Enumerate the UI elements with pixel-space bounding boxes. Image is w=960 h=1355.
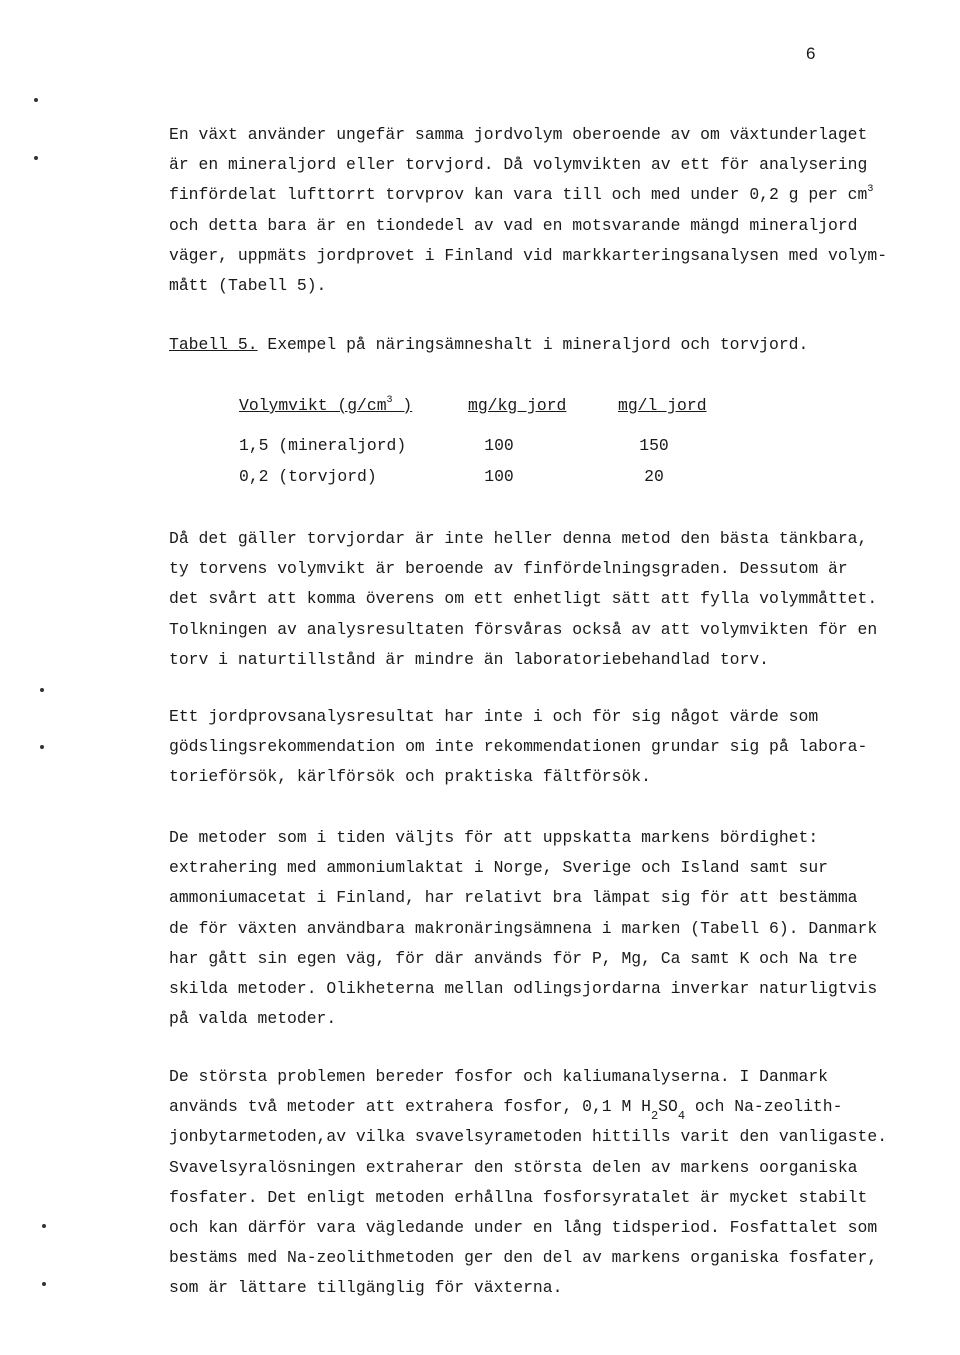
text-line: och kan därför vara vägledande under en lång tidsperiod. Fosfattalet som (169, 1217, 878, 1237)
text-line: ty torvens volymvikt är beroende av finfördelningsgraden. Dessutom är (169, 559, 848, 579)
text-line (169, 180, 909, 210)
table-cell-volymvikt: 1,5 (mineraljord) (239, 436, 407, 455)
superscript: 3 (867, 183, 874, 195)
table-cell-volymvikt: 0,2 (torvjord) (239, 467, 377, 486)
paragraph-3 (169, 702, 909, 793)
header-text: Volymvikt (g/cm (239, 396, 387, 415)
superscript: 3 (386, 394, 393, 406)
text-line: ammoniumacetat i Finland, har relativt bra lämpat sig för att bestämma (169, 888, 858, 908)
text-line: och detta bara är en tiondedel av vad en motsvarande mängd mineraljord (169, 215, 858, 235)
table-caption (169, 330, 808, 360)
table-header-mg-kg: mg/kg jord (468, 396, 567, 415)
text-line: Svavelsyralösningen extraherar den största delen av markens oorganiska (169, 1157, 858, 1177)
text-line: är en mineraljord eller torvjord. Då volymvikten av ett för analysering (169, 155, 868, 175)
paragraph-5 (169, 1062, 909, 1304)
text-line: extrahering med ammoniumlaktat i Norge, Sverige och Island samt sur (169, 858, 829, 878)
text-line: En växt använder ungefär samma jordvolym oberoende av om växtunderlaget (169, 125, 868, 144)
text-line: på valda metoder. (169, 1009, 337, 1029)
paragraph-1 (169, 120, 909, 301)
text-line: torv i naturtillstånd är mindre än laboratoriebehandlad torv. (169, 649, 769, 669)
text-span: används två metoder att extrahera fosfor, 0,1 M H (169, 1097, 651, 1117)
subscript: 4 (677, 1109, 686, 1124)
text-line: det svårt att komma överens om ett enhetligt sätt att fylla volymmåttet. (169, 589, 878, 609)
text-line: De största problemen bereder fosfor och kaliumanalyserna. I Danmark (169, 1067, 829, 1086)
text-line: fosfater. Det enligt metoden erhållna fosforsyratalet är mycket stabilt (169, 1187, 868, 1207)
text-span: SO (658, 1097, 678, 1117)
text-line: gödslingsrekommendation om inte rekommendationen grundar sig på labora- (169, 737, 868, 757)
page-number: 6 (806, 44, 816, 63)
text-line: De metoder som i tiden väljts för att uppskatta markens bördighet: (169, 828, 819, 847)
table-caption-label: Tabell 5. (169, 335, 258, 354)
table-header-volymvikt (239, 392, 412, 420)
text-span: finfördelat lufttorrt torvprov kan vara till och med under 0,2 g per cm (169, 185, 868, 205)
text-line: torieförsök, kärlförsök och praktiska fältförsök. (169, 767, 651, 787)
table-cell-mg-kg: 100 (484, 436, 514, 455)
scan-mark (40, 745, 44, 749)
text-line: Tolkningen av analysresultaten försvåras också av att volymvikten för en (169, 619, 878, 639)
paragraph-2 (169, 524, 909, 675)
text-line: Ett jordprovsanalysresultat har inte i och för sig något värde som (169, 707, 819, 726)
table-cell-mg-kg: 100 (484, 467, 514, 486)
text-line: de för växten användbara makronäringsämnena i marken (Tabell 6). Danmark (169, 918, 878, 938)
text-line: som är lättare tillgänglig för växterna. (169, 1278, 563, 1298)
scan-mark (42, 1282, 46, 1286)
text-span: och Na-zeolith- (685, 1097, 843, 1117)
text-line: bestäms med Na-zeolithmetoden ger den del av markens organiska fosfater, (169, 1248, 878, 1268)
table-cell-mg-l: 20 (644, 467, 664, 486)
subscript: 2 (650, 1109, 659, 1124)
text-line: mått (Tabell 5). (169, 275, 327, 295)
scan-mark (34, 156, 38, 160)
text-line: Då det gäller torvjordar är inte heller denna metod den bästa tänkbara, (169, 529, 868, 548)
scan-mark (34, 98, 38, 102)
table-cell-mg-l: 150 (639, 436, 669, 455)
text-line: har gått sin egen väg, för där används för P, Mg, Ca samt K och Na tre (169, 948, 858, 968)
paragraph-4 (169, 823, 909, 1034)
table-header-mg-l: mg/l jord (618, 396, 707, 415)
table-caption-text: Exempel på näringsämneshalt i mineraljord och torvjord. (267, 335, 809, 354)
text-line (169, 1092, 909, 1122)
text-line: väger, uppmäts jordprovet i Finland vid markkarteringsanalysen med volym- (169, 245, 888, 265)
scan-mark (42, 1224, 46, 1228)
text-line: jonbytarmetoden,av vilka svavelsyrametoden hittills varit den vanligaste. (169, 1127, 888, 1147)
text-line: skilda metoder. Olikheterna mellan odlingsjordarna inverkar naturligtvis (169, 978, 878, 998)
header-text: ) (402, 396, 413, 415)
scan-mark (40, 688, 44, 692)
